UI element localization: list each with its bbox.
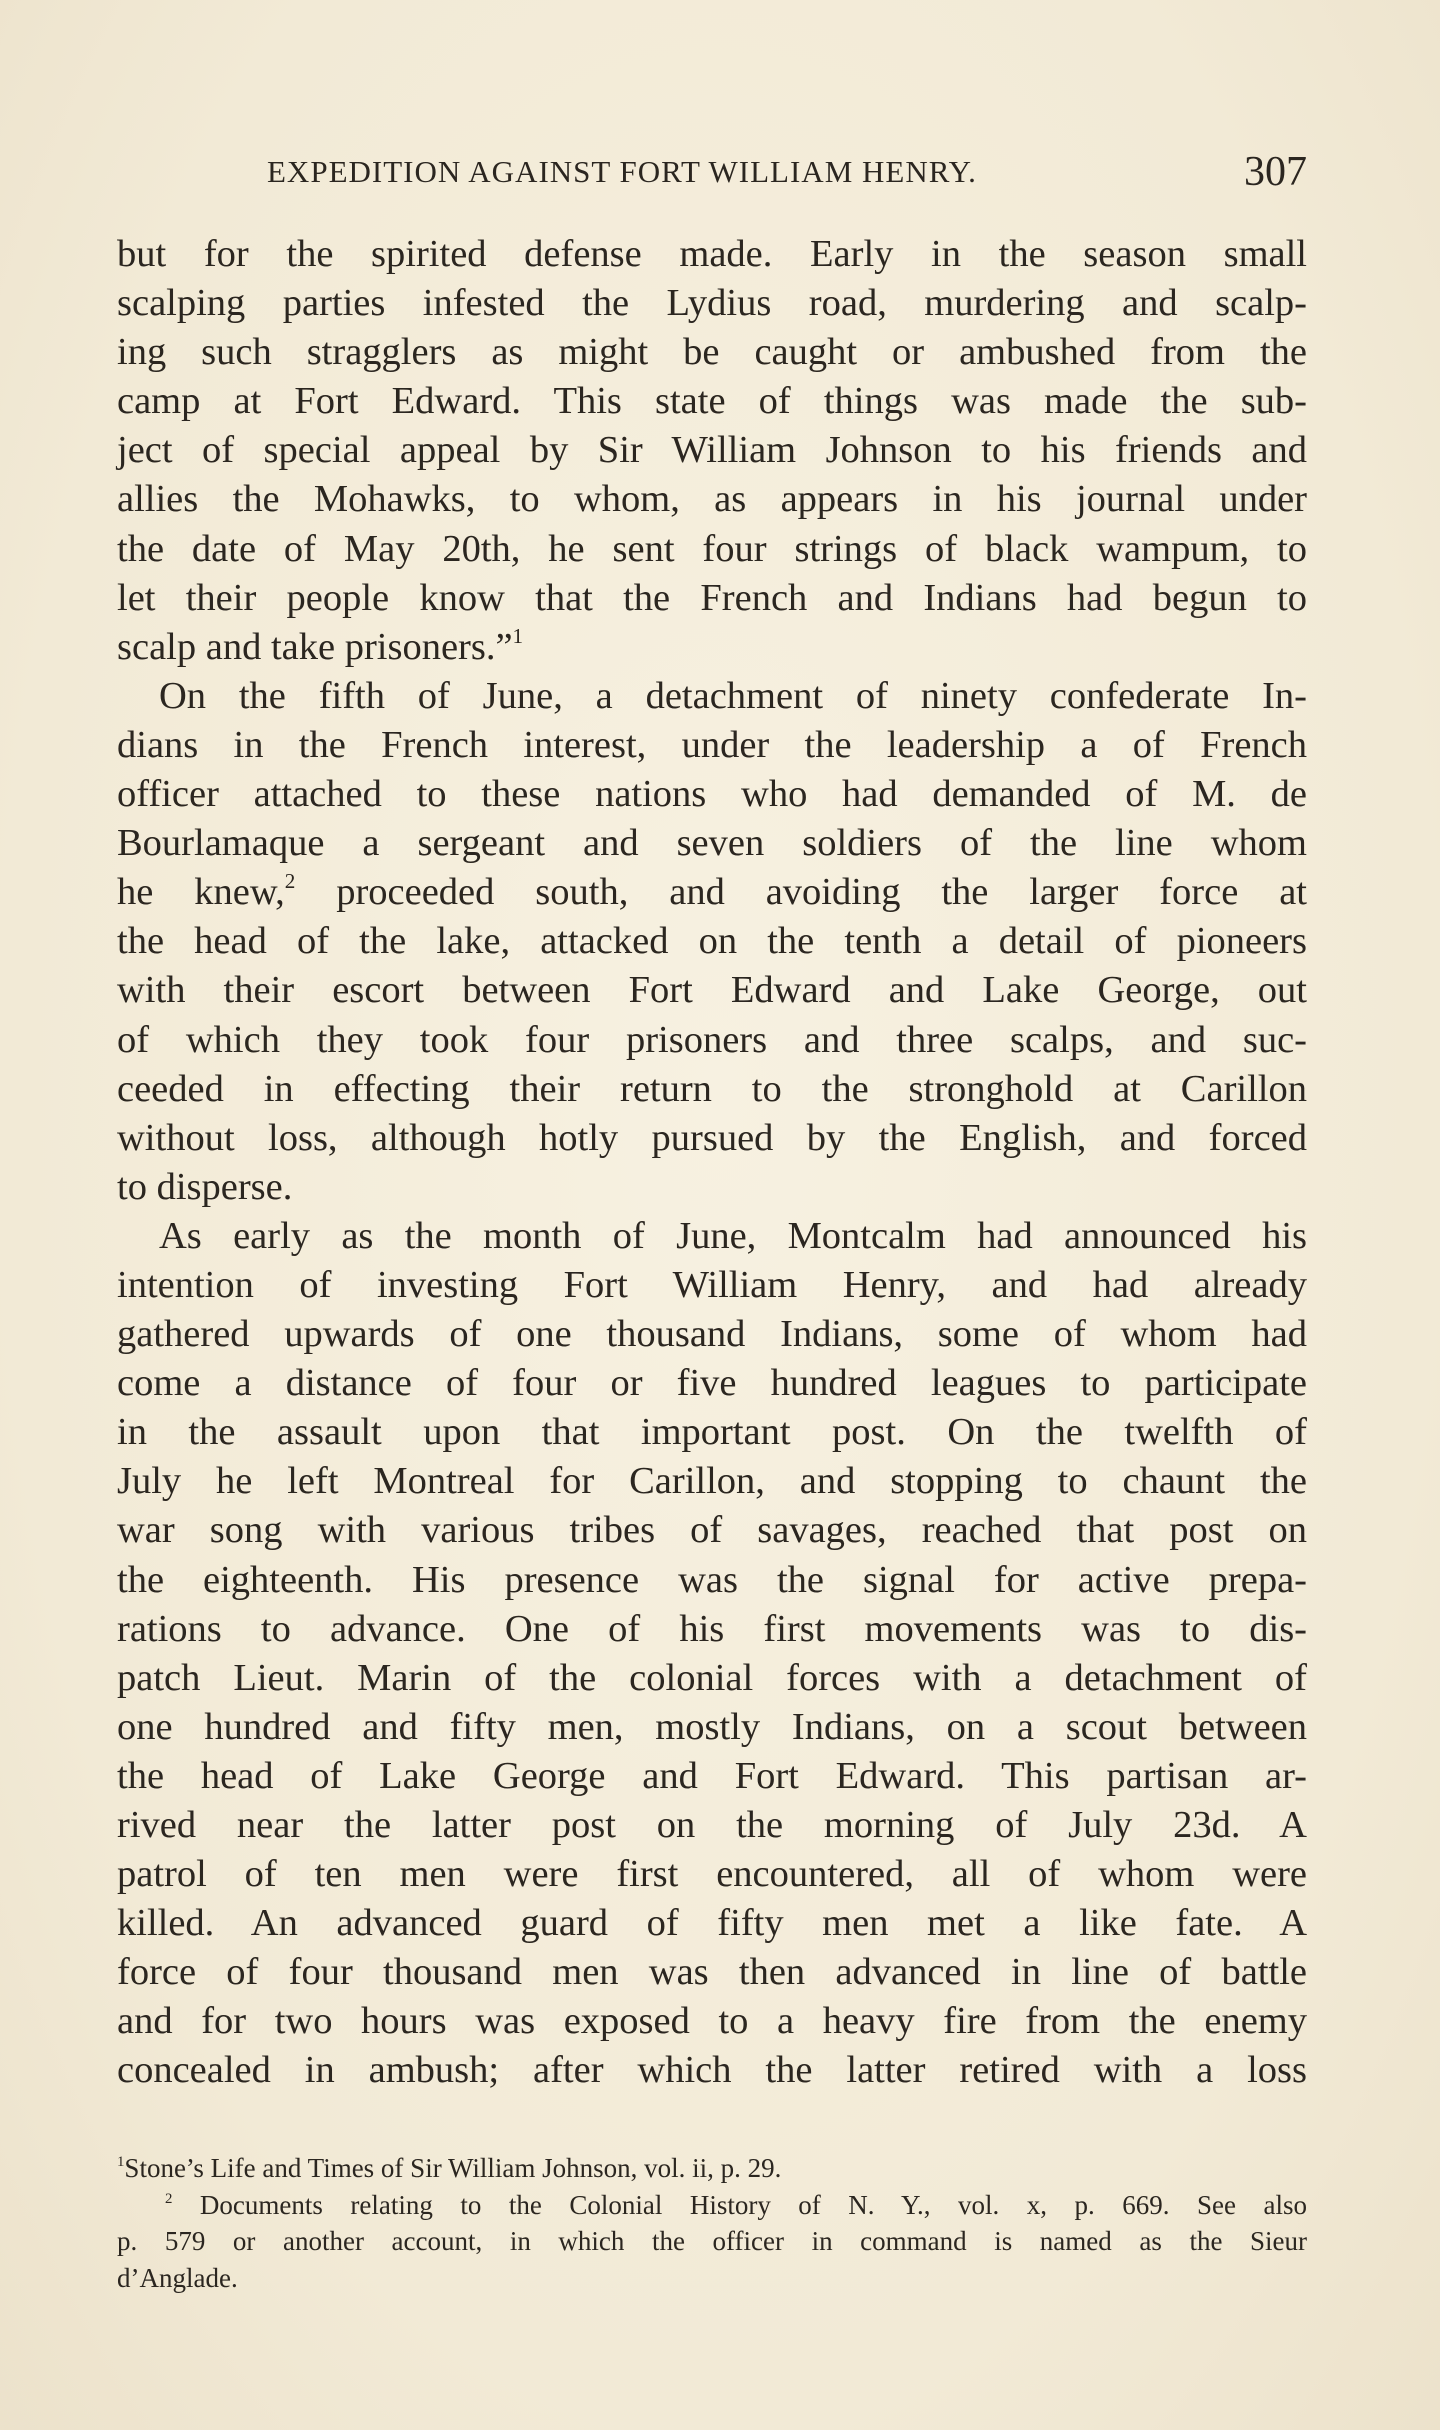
text-line: intention of investing Fort William Henry, and had already: [117, 1263, 1307, 1306]
footnote-ref: 2: [284, 869, 296, 894]
text-line: with their escort between Fort Edward and Lake George, out: [117, 969, 1307, 1012]
text-line: ceeded in effecting their return to the stronghold at Carillon: [117, 1067, 1307, 1110]
text-line: patch Lieut. Marin of the colonial forces with a detachment of: [117, 1656, 1307, 1699]
paragraph-start-line: As early as the month of June, Montcalm had announced his: [159, 1214, 1307, 1257]
text-line: dians in the French interest, under the leadership a of French: [117, 723, 1307, 766]
text-line: without loss, although hotly pursued by the English, and forced: [117, 1116, 1307, 1159]
text-line: ject of special appeal by Sir William Johnson to his friends and: [117, 429, 1307, 472]
text-line: patrol of ten men were first encountered, all of whom were: [117, 1853, 1307, 1896]
text-line: let their people know that the French and Indians had begun to: [117, 576, 1307, 619]
page-number: 307: [1244, 149, 1307, 195]
footnote-mark: 2: [165, 2190, 173, 2207]
text-line: one hundred and fifty men, mostly Indians, on a scout between: [117, 1705, 1307, 1748]
footnote-mark: 1: [117, 2153, 125, 2170]
page-header: [117, 148, 1307, 198]
text-line: come a distance of four or five hundred leagues to participate: [117, 1362, 1307, 1405]
text-line: force of four thousand men was then advanced in line of battle: [117, 1951, 1307, 1994]
paragraph-start-line: On the fifth of June, a detachment of ninety confederate In-: [159, 674, 1307, 717]
body-text: [117, 230, 1307, 2096]
text-line: rations to advance. One of his first movements was to dis-: [117, 1607, 1307, 1650]
text-line: July he left Montreal for Carillon, and stopping to chaunt the: [117, 1460, 1307, 1503]
text-line: and for two hours was exposed to a heavy fire from the enemy: [117, 2000, 1307, 2043]
text-line: he knew,$^2$ proceeded south, and avoiding the larger force at: [117, 869, 1307, 914]
text-line: allies the Mohawks, to whom, as appears in his journal under: [117, 478, 1307, 521]
text-line: the date of May 20th, he sent four strings of black wampum, to: [117, 527, 1307, 570]
text-line: concealed in ambush; after which the latter retired with a loss: [117, 2049, 1307, 2092]
text-line: killed. An advanced guard of fifty men met a like fate. A: [117, 1902, 1307, 1945]
text-line: war song with various tribes of savages, reached that post on: [117, 1509, 1307, 1552]
text-line: the head of Lake George and Fort Edward. This partisan ar-: [117, 1754, 1307, 1797]
text-line: rived near the latter post on the morning of July 23d. A: [117, 1804, 1307, 1846]
footnote-1: $^1$Stone’s Life and Times of Sir William Johnson, vol. ii, p. 29.: [117, 2153, 782, 2183]
text-line: gathered upwards of one thousand Indians, some of whom had: [117, 1313, 1307, 1356]
text-line: officer attached to these nations who had demanded of M. de: [117, 773, 1307, 816]
text-line: ing such stragglers as might be caught or ambushed from the: [117, 331, 1307, 374]
text-line: to disperse.: [117, 1165, 293, 1208]
text-line: of which they took four prisoners and three scalps, and suc-: [117, 1018, 1307, 1061]
footnote-2-continued: p. 579 or another account, in which the officer in command is named as the Sieur: [117, 2226, 1307, 2257]
footnote-ref: 1: [512, 623, 524, 648]
text-line: scalping parties infested the Lydius road, murdering and scalp-: [117, 282, 1307, 325]
footnotes: [117, 2150, 1307, 2297]
text-line: in the assault upon that important post. On the twelfth of: [117, 1411, 1307, 1454]
text-line: the eighteenth. His presence was the signal for active prepa-: [117, 1558, 1307, 1601]
footnote-2-continued: d’Anglade.: [117, 2263, 238, 2294]
text-line: scalp and take prisoners.”$^1$: [117, 623, 524, 668]
running-head: EXPEDITION AGAINST FORT WILLIAM HENRY.: [267, 154, 977, 189]
footnote-2: $^2$ Documents relating to the Colonial History of N. Y., vol. x, p. 669. See also: [165, 2189, 1307, 2220]
text-line: Bourlamaque a sergeant and seven soldiers of the line whom: [117, 822, 1307, 865]
text-line: but for the spirited defense made. Early in the season small: [117, 233, 1307, 275]
text-line: camp at Fort Edward. This state of things was made the sub-: [117, 380, 1307, 423]
text-line: the head of the lake, attacked on the tenth a detail of pioneers: [117, 920, 1307, 963]
